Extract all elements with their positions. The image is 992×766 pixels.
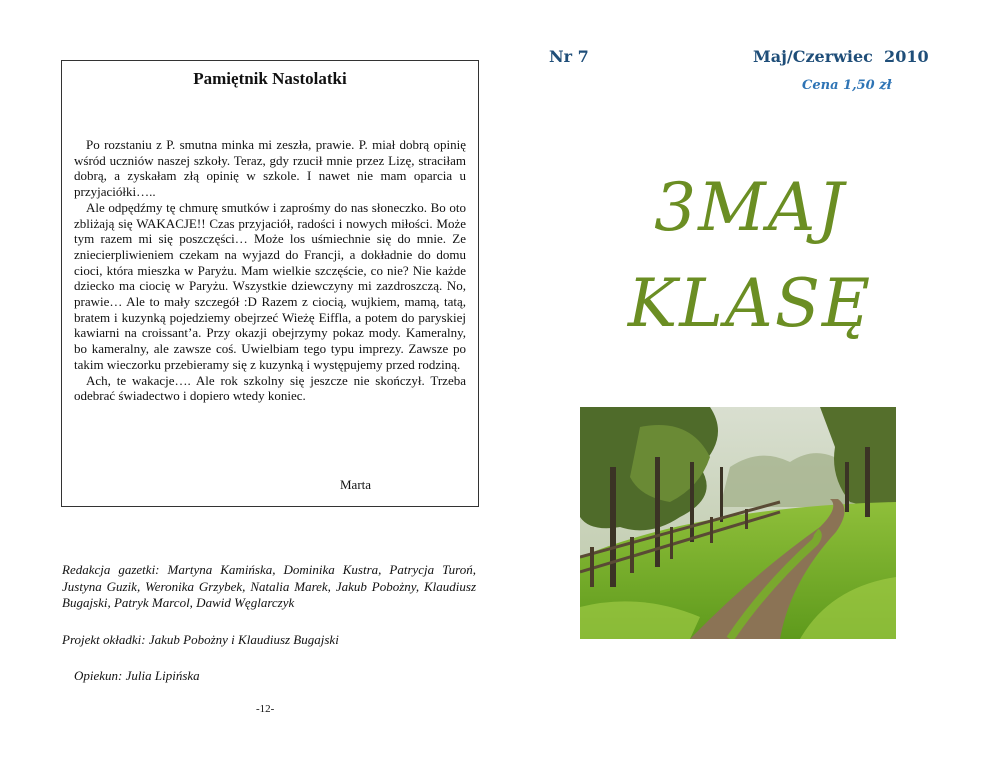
diary-paragraph: Po rozstaniu z P. smutna minka mi zeszła, prawie. P. miał dobrą opinię wśród uczniów naszej szkoły. Teraz, gdy rzucił mnie przez Lizę, straciłam dobrą, a zyskałam złą opinię w szkole. I nawet nie mam oparcia u przyjaciółki….. (74, 137, 466, 200)
diary-paragraph: Ale odpędźmy tę chmurę smutków i zaprośmy do nas słoneczko. Bo oto zbliżają się WAKACJE!! Czas przyjaciół, radości i nowych miłości. Może tym razem mi się poszczęści… Może los uśmiechnie się do mnie. Ze zniecierpliwieniem czekam na wyjazd do Francji, a dokładnie do domu cioci, która mieszka w Paryżu. Mam wielkie szczęście, co nie? Nie każde dziecko ma ciocię w Paryżu. Wszystkie dziewczyny mi zazdroszczą. No, prawie… Ale to mały szczegół :D Razem z ciocią, wujkiem, mamą, tatą, bratem i kuzynką pojedziemy obejrzeć Wieżę Eiffla, a potem do paryskiej kawiarni na croissant’a. Przy okazji obejrzymy pokaz mody. Kameralny, bo kameralny, ale zawsze coś. Uwielbiam tego typu imprezy. Zawsze po takim wieczorku przebieramy się z kuzynką i występujemy przed rodziną. (74, 199, 466, 372)
diary-box (61, 60, 479, 507)
issue-number: Nr 7 (549, 47, 589, 66)
editorial-credits: Redakcja gazetki: Martyna Kamińska, Dominika Kustra, Patrycja Turoń, Justyna Guzik, Weronika Grzybek, Natalia Marek, Jakub Pobożny, Klaudiusz Bugajski, Patryk Marcol, Dawid Węglarczyk (62, 562, 476, 610)
supervisor-credit: Opiekun: Julia Lipińska (74, 668, 200, 683)
masthead-line-1: 3MAJ (654, 169, 846, 246)
diary-body (74, 137, 466, 404)
diary-title: Pamiętnik Nastolatki (193, 69, 347, 88)
page-number: -12- (256, 703, 275, 715)
masthead-line-2: KLASĘ (627, 265, 873, 342)
diary-paragraph: Ach, te wakacje…. Ale rok szkolny się jeszcze nie skończył. Trzeba odebrać świadectwo i dopiero wtedy koniec. (74, 372, 466, 404)
price: Cena 1,50 zł (802, 78, 892, 93)
issue-date: Maj/Czerwiec 2010 (753, 47, 929, 66)
cover-design-credit: Projekt okładki: Jakub Pobożny i Klaudiusz Bugajski (62, 632, 339, 647)
diary-author: Marta (340, 477, 372, 492)
masthead-title (600, 160, 900, 352)
cover-photo-country-road (580, 407, 896, 639)
